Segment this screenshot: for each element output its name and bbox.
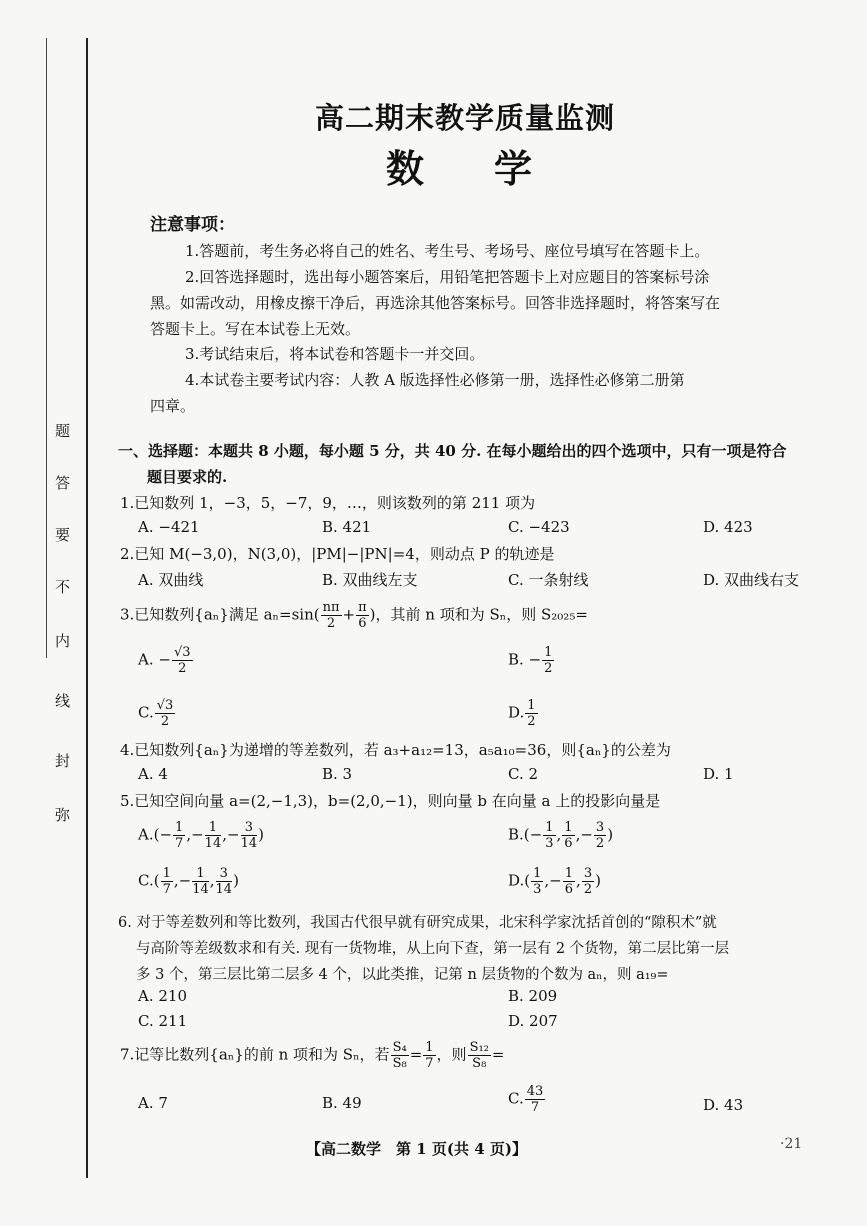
seal-char: 内 xyxy=(55,632,71,650)
fraction xyxy=(241,820,258,851)
option-label: D. xyxy=(508,703,525,722)
fraction xyxy=(321,600,342,631)
question-stem: 5.已知空间向量 a=(2,−1,3)，b=(2,0,−1)，则向量 b 在向量 a 上的投影向量是 xyxy=(120,792,661,810)
fraction xyxy=(192,866,209,897)
seal-line-text xyxy=(55,420,85,824)
subject-title: 数学 xyxy=(386,146,603,191)
denominator: 14 xyxy=(215,882,233,897)
paren: ( xyxy=(523,825,530,844)
fraction xyxy=(155,698,176,729)
sign: − xyxy=(529,825,543,844)
seal-char: 答 xyxy=(55,474,71,492)
denominator: 2 xyxy=(544,661,553,676)
option-b: B. 3 xyxy=(322,765,353,783)
option-c xyxy=(508,1084,546,1115)
option-label: B. xyxy=(508,825,524,844)
notice-line: 黑。如需改动，用橡皮擦干净后，再选涂其他答案标号。回答非选择题时，将答案写在 xyxy=(150,294,721,312)
option-a: A. 7 xyxy=(138,1094,168,1112)
separator: ,− xyxy=(544,871,562,890)
option-label: C. xyxy=(138,871,154,890)
paren: ( xyxy=(153,825,160,844)
numerator: 1 xyxy=(544,645,553,660)
numerator: π xyxy=(358,600,367,615)
option-a xyxy=(138,820,264,851)
numerator: 43 xyxy=(526,1084,544,1099)
numerator: 1 xyxy=(527,698,536,713)
option-c: C. −423 xyxy=(508,518,570,536)
paren: ( xyxy=(524,871,531,890)
option-b: B. 双曲线左支 xyxy=(322,571,418,589)
question-stem: 4.已知数列{aₙ}为递增的等差数列，若 a₃+a₁₂=13，a₅a₁₀=36，则{aₙ}的公差为 xyxy=(120,741,671,759)
fraction xyxy=(543,820,555,851)
question-stem: 6. 对于等差数列和等比数列，我国古代很早就有研究成果，北宋科学家沈括首创的“隙积术”就 xyxy=(118,915,717,931)
denominator: 2 xyxy=(160,714,170,729)
fraction xyxy=(562,820,574,851)
numerator: 3 xyxy=(595,820,605,835)
fraction xyxy=(423,1040,435,1071)
numerator: 1 xyxy=(425,1040,434,1055)
denominator: 7 xyxy=(425,1056,434,1071)
operator: + xyxy=(342,605,356,624)
sign: − xyxy=(159,825,173,844)
denominator: 3 xyxy=(545,836,554,851)
fraction xyxy=(582,866,594,897)
separator: ,− xyxy=(186,825,204,844)
numerator: 1 xyxy=(192,866,209,882)
seal-char: 题 xyxy=(55,422,71,440)
paren: ) xyxy=(258,825,264,844)
separator: , xyxy=(209,871,215,890)
numerator: S₁₂ xyxy=(469,1040,489,1055)
denominator: 2 xyxy=(178,661,187,676)
stem-part: 7.记等比数列{aₙ}的前 n 项和为 Sₙ，若 xyxy=(120,1045,390,1064)
separator: ,− xyxy=(173,871,192,890)
fraction xyxy=(468,1040,491,1071)
separator: , xyxy=(556,825,562,844)
option-label: A. − xyxy=(138,650,171,669)
page-footer: 【高二数学 第 1 页(共 4 页)】 xyxy=(306,1140,527,1158)
option-a: A. 双曲线 xyxy=(138,571,204,589)
seal-char: 封 xyxy=(55,752,71,770)
option-d: D. 43 xyxy=(703,1096,744,1114)
numerator: 1 xyxy=(545,820,554,835)
option-d: D. 207 xyxy=(508,1012,558,1030)
option-b xyxy=(508,820,613,851)
denominator: 14 xyxy=(204,836,222,851)
fraction xyxy=(172,645,193,676)
stem-part: = xyxy=(491,1045,505,1064)
denominator: 3 xyxy=(533,882,542,897)
notice-line: 3.考试结束后，将本试卷和答题卡一并交回。 xyxy=(185,345,485,363)
notice-line: 4.本试卷主要考试内容：人教 A 版选择性必修第一册，选择性必修第二册第 xyxy=(185,371,685,389)
stem-part: )，其前 n 项和为 Sₙ，则 S₂₀₂₅= xyxy=(369,605,588,624)
denominator: 6 xyxy=(564,882,574,897)
seal-char: 不 xyxy=(55,578,71,596)
operator: = xyxy=(409,1045,423,1064)
fraction xyxy=(563,866,575,897)
question-stem-cont: 多 3 个，第三层比第二层多 4 个，以此类推，记第 n 层货物的个数为 aₙ，则 a₁₉= xyxy=(136,967,669,983)
option-b: B. 421 xyxy=(322,518,372,536)
fraction xyxy=(216,866,233,897)
fraction xyxy=(173,820,185,851)
numerator: 3 xyxy=(216,866,233,882)
denominator: 2 xyxy=(527,714,536,729)
fraction xyxy=(594,820,606,851)
numerator: S₄ xyxy=(392,1040,407,1055)
numerator: 1 xyxy=(533,866,542,881)
fraction xyxy=(525,1084,546,1115)
binding-line xyxy=(86,38,88,1178)
question-stem xyxy=(120,600,588,631)
separator: ,− xyxy=(222,825,240,844)
denominator: 7 xyxy=(530,1100,540,1115)
stem-part: 3.已知数列{aₙ}满足 aₙ=sin( xyxy=(120,605,320,624)
option-c: C. 一条射线 xyxy=(508,571,589,589)
option-a xyxy=(138,645,194,676)
denominator: 6 xyxy=(564,836,573,851)
exam-title: 高二期末教学质量监测 xyxy=(315,101,616,135)
option-c: C. 211 xyxy=(138,1012,188,1030)
fraction xyxy=(205,820,222,851)
option-a: A. 4 xyxy=(138,765,168,783)
denominator: 14 xyxy=(192,882,209,897)
binding-line-outer xyxy=(46,38,47,658)
option-label: B. − xyxy=(508,650,542,669)
denominator: S₈ xyxy=(472,1056,487,1071)
option-d xyxy=(508,698,539,729)
option-b xyxy=(508,645,555,676)
denominator: 6 xyxy=(358,616,367,631)
notice-heading: 注意事项： xyxy=(150,215,235,235)
section-heading: 一、选择题：本题共 8 小题，每小题 5 分，共 40 分. 在每小题给出的四个选项中，只有一项是符合 xyxy=(118,442,787,460)
question-stem xyxy=(120,1040,504,1071)
fraction xyxy=(161,866,173,897)
question-stem: 2.已知 M(−3,0)，N(3,0)，|PM|−|PN|=4，则动点 P 的轨迹是 xyxy=(120,545,555,563)
numerator: √3 xyxy=(156,698,174,713)
numerator: 3 xyxy=(241,820,258,836)
stem-part: ，则 xyxy=(436,1045,467,1064)
denominator: 7 xyxy=(162,882,171,897)
option-a: A. 210 xyxy=(138,987,187,1005)
option-label: C. xyxy=(508,1089,524,1108)
question-stem-cont: 与高阶等差级数求和有关. 现有一货物堆，从上向下查，第一层有 2 个货物，第二层比第一层 xyxy=(136,941,730,957)
option-label: D. xyxy=(508,871,525,890)
option-c xyxy=(138,866,239,897)
numerator: 1 xyxy=(564,820,573,835)
denominator: 2 xyxy=(595,836,605,851)
option-c xyxy=(138,698,176,729)
paper-code: ·21 xyxy=(780,1136,803,1152)
numerator: 1 xyxy=(175,820,184,835)
paren: ) xyxy=(233,871,239,890)
option-a: A. −421 xyxy=(138,518,200,536)
numerator: 3 xyxy=(583,866,593,881)
numerator: 1 xyxy=(162,866,171,881)
denominator: 2 xyxy=(583,882,593,897)
paren: ) xyxy=(595,871,601,890)
option-b: B. 49 xyxy=(322,1094,362,1112)
numerator: √3 xyxy=(173,645,191,660)
fraction xyxy=(356,600,369,631)
paren: ( xyxy=(153,871,160,890)
seal-char: 弥 xyxy=(55,806,71,824)
notice-line: 答题卡上。写在本试卷上无效。 xyxy=(150,320,361,338)
option-c: C. 2 xyxy=(508,765,539,783)
option-label: A. xyxy=(138,825,154,844)
denominator: 14 xyxy=(240,836,258,851)
seal-char: 要 xyxy=(55,526,71,544)
numerator: 1 xyxy=(564,866,574,881)
seal-char: 线 xyxy=(55,692,71,710)
numerator: nπ xyxy=(322,600,340,615)
fraction xyxy=(531,866,543,897)
option-d xyxy=(508,866,601,897)
option-b: B. 209 xyxy=(508,987,558,1005)
notice-line: 四章。 xyxy=(150,397,196,415)
option-d: D. 双曲线右支 xyxy=(703,571,800,589)
notice-line: 1.答题前，考生务必将自己的姓名、考生号、考场号、座位号填写在答题卡上。 xyxy=(185,242,710,260)
fraction xyxy=(525,698,537,729)
denominator: 2 xyxy=(326,616,336,631)
notice-line: 2.回答选择题时，选出每小题答案后，用铅笔把答题卡上对应题目的答案标号涂 xyxy=(185,268,710,286)
denominator: 7 xyxy=(175,836,184,851)
fraction xyxy=(542,645,554,676)
question-stem: 1.已知数列 1，−3，5，−7，9，…，则该数列的第 211 项为 xyxy=(120,494,536,512)
fraction xyxy=(391,1040,409,1071)
option-d: D. 423 xyxy=(703,518,753,536)
paren: ) xyxy=(607,825,614,844)
denominator: S₈ xyxy=(392,1056,407,1071)
numerator: 1 xyxy=(205,820,222,836)
separator: , xyxy=(576,871,581,890)
option-label: C. xyxy=(138,703,154,722)
separator: ,− xyxy=(575,825,593,844)
section-heading-cont: 题目要求的. xyxy=(147,468,228,486)
option-d: D. 1 xyxy=(703,765,734,783)
